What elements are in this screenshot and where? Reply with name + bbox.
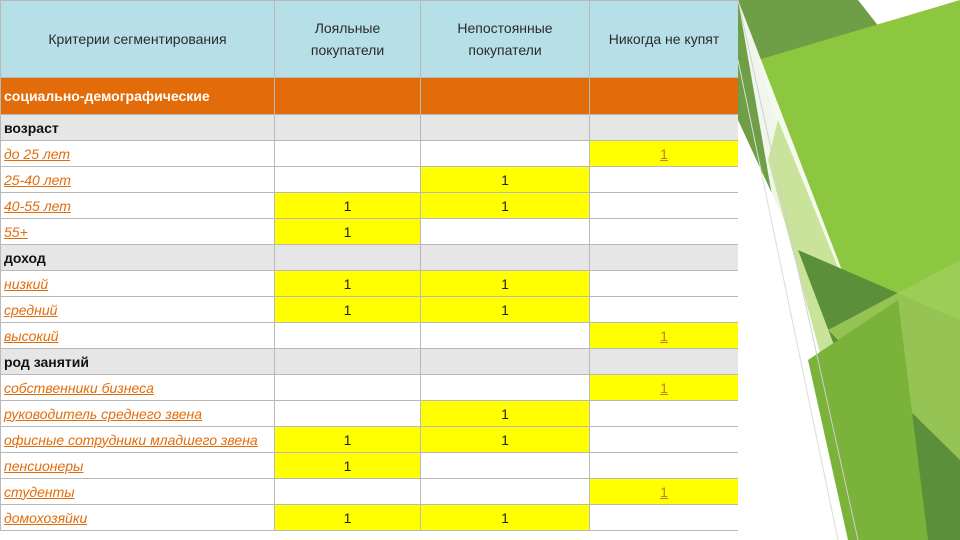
header-irregular: Непостоянные покупатели <box>421 1 590 78</box>
table-body <box>1 78 739 531</box>
value-loyal: 1 <box>275 297 421 323</box>
value-loyal: 1 <box>275 427 421 453</box>
section-cell <box>421 349 590 375</box>
value-irregular <box>421 375 590 401</box>
value-loyal <box>275 375 421 401</box>
group-cell <box>590 78 739 115</box>
table-row <box>1 453 739 479</box>
value-irregular: 1 <box>421 505 590 531</box>
value-irregular: 1 <box>421 167 590 193</box>
section-cell <box>275 245 421 271</box>
table-row <box>1 271 739 297</box>
section-row <box>1 115 739 141</box>
value-never <box>590 219 739 245</box>
criterion-label: офисные сотрудники младшего звена <box>1 427 275 453</box>
value-irregular <box>421 453 590 479</box>
decorative-green-shapes <box>738 0 960 540</box>
section-cell <box>590 245 739 271</box>
table-row <box>1 323 739 349</box>
table-row <box>1 401 739 427</box>
header-loyal: Лояльные покупатели <box>275 1 421 78</box>
criterion-label: собственники бизнеса <box>1 375 275 401</box>
value-irregular: 1 <box>421 193 590 219</box>
criterion-label: домохозяйки <box>1 505 275 531</box>
criterion-label: высокий <box>1 323 275 349</box>
criterion-label: 55+ <box>1 219 275 245</box>
section-cell <box>590 349 739 375</box>
value-loyal <box>275 167 421 193</box>
value-irregular: 1 <box>421 271 590 297</box>
value-loyal: 1 <box>275 505 421 531</box>
value-loyal <box>275 401 421 427</box>
value-loyal: 1 <box>275 453 421 479</box>
criterion-label: низкий <box>1 271 275 297</box>
value-never <box>590 167 739 193</box>
section-row <box>1 349 739 375</box>
section-cell <box>275 115 421 141</box>
table-row <box>1 167 739 193</box>
table-row <box>1 141 739 167</box>
section-title: возраст <box>1 115 275 141</box>
table-row <box>1 479 739 505</box>
table-row <box>1 193 739 219</box>
group-cell <box>421 78 590 115</box>
criterion-label: до 25 лет <box>1 141 275 167</box>
value-irregular <box>421 141 590 167</box>
value-never: 1 <box>590 141 739 167</box>
value-loyal: 1 <box>275 219 421 245</box>
value-loyal <box>275 323 421 349</box>
header-criteria: Критерии сегментирования <box>1 1 275 78</box>
table-row <box>1 375 739 401</box>
table-header-row <box>1 1 739 78</box>
group-row <box>1 78 739 115</box>
value-loyal <box>275 141 421 167</box>
table-row <box>1 297 739 323</box>
criterion-label: руководитель среднего звена <box>1 401 275 427</box>
criterion-label: 40-55 лет <box>1 193 275 219</box>
criterion-label: пенсионеры <box>1 453 275 479</box>
section-title: доход <box>1 245 275 271</box>
criterion-label: средний <box>1 297 275 323</box>
value-irregular: 1 <box>421 427 590 453</box>
value-irregular <box>421 479 590 505</box>
value-never <box>590 401 739 427</box>
header-never: Никогда не купят <box>590 1 739 78</box>
value-never <box>590 297 739 323</box>
section-title: род занятий <box>1 349 275 375</box>
group-cell <box>275 78 421 115</box>
value-irregular <box>421 219 590 245</box>
section-cell <box>421 115 590 141</box>
value-irregular <box>421 323 590 349</box>
criterion-label: студенты <box>1 479 275 505</box>
table-row <box>1 427 739 453</box>
value-never: 1 <box>590 479 739 505</box>
value-never <box>590 427 739 453</box>
value-loyal <box>275 479 421 505</box>
value-never <box>590 505 739 531</box>
value-never: 1 <box>590 375 739 401</box>
value-loyal: 1 <box>275 193 421 219</box>
value-never: 1 <box>590 323 739 349</box>
value-irregular: 1 <box>421 401 590 427</box>
value-never <box>590 453 739 479</box>
value-irregular: 1 <box>421 297 590 323</box>
value-never <box>590 271 739 297</box>
section-cell <box>421 245 590 271</box>
group-title: социально-демографические <box>1 78 275 115</box>
table-row <box>1 505 739 531</box>
section-row <box>1 245 739 271</box>
section-cell <box>590 115 739 141</box>
table-row <box>1 219 739 245</box>
section-cell <box>275 349 421 375</box>
value-never <box>590 193 739 219</box>
value-loyal: 1 <box>275 271 421 297</box>
criterion-label: 25-40 лет <box>1 167 275 193</box>
